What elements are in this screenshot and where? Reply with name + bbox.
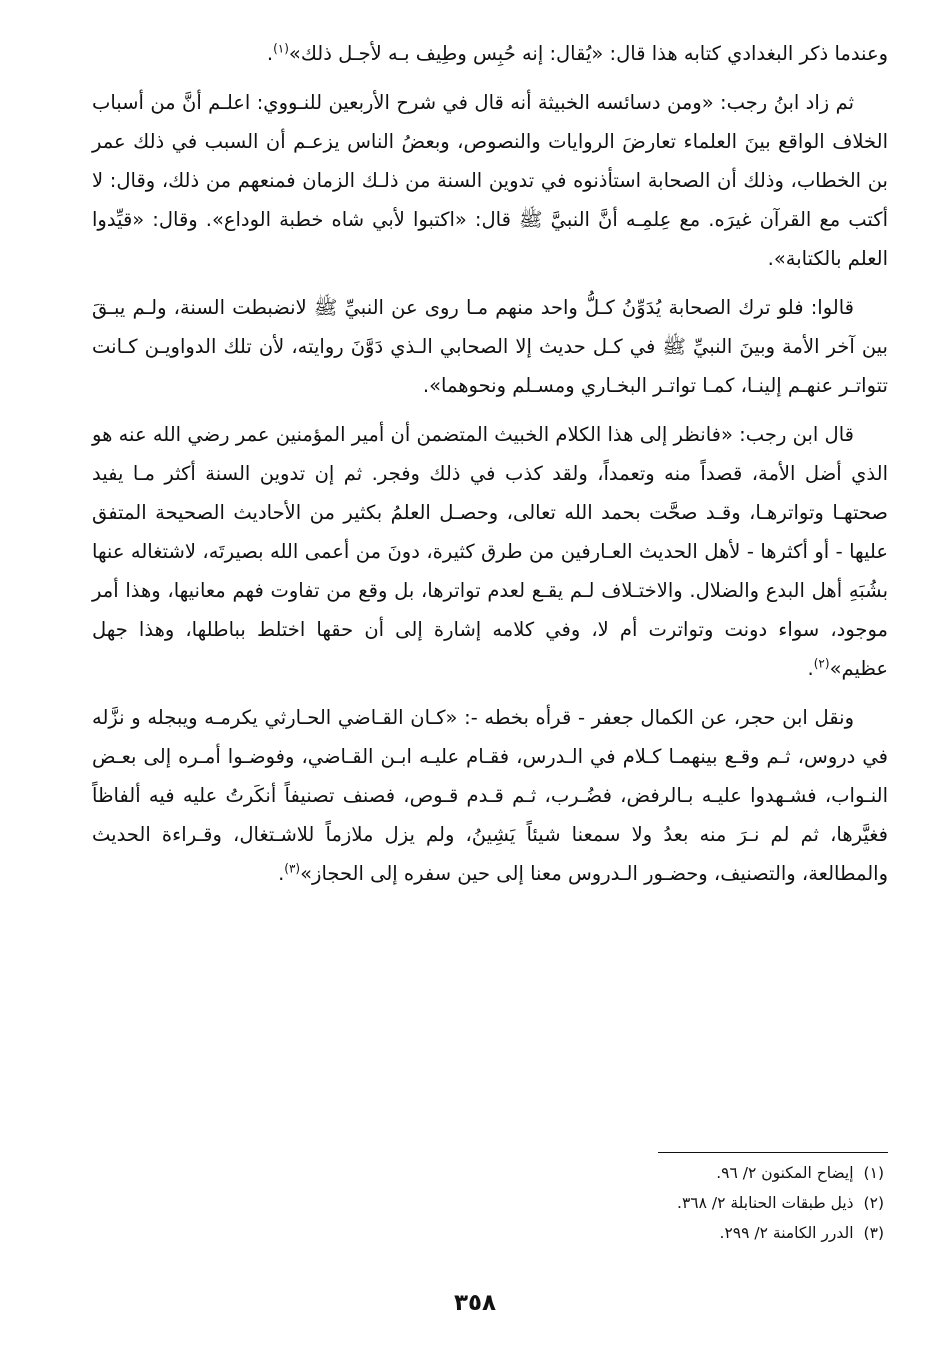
- paragraph-text: ثم زاد ابنُ رجب: «ومن دسائسه الخبيثة أنه قال في شرح الأربعين للنـووي: اعلـم أنَّ من أسباب الخلاف الواقع بينَ العلماء تعارضَ الروايات والنصوص، وبعضُ الناس يزعـم أن السبب في ذلك عمر بن الخطاب، وذلك أن الصحابة استأذنوه في تدوين السنة من ذلـك الزمان فمنعهم من ذلك، وقال: لا أكتب مع القرآن غيرَه. مع عِلمِـه أنَّ النبيَّ ﷺ قال: «اكتبوا لأبي شاه خطبة الوداع». وقال: «قيِّدوا العلم بالكتابة».: [92, 91, 888, 270]
- paragraph: [92, 415, 888, 688]
- footnote-number: (٢): [863, 1194, 884, 1212]
- paragraph-text: قالوا: فلو ترك الصحابة يُدَوِّنُ كـلُّ واحد منهم مـا روى عن النبيِّ ﷺ لانضبطت السنة، ولـم يبـقَ بين آخر الأمة وبينَ النبيِّ ﷺ في كـل حديث إلا الصحابي الـذي دَوَّنَ روايته، لأن تلك الدواويـن كـانت تتواتـر عنهـم إلينـا، كمـا تواتـر البخـاري ومسـلم ونحوهما».: [92, 296, 888, 397]
- footnote-reference: (٢): [813, 656, 830, 671]
- footnote-number: (١): [863, 1164, 884, 1182]
- paragraph-tail: .: [266, 42, 274, 65]
- footnote-reference: (٣): [284, 861, 301, 876]
- paragraph: [92, 698, 888, 893]
- page-number: ٣٥٨: [453, 1290, 497, 1316]
- main-text: [92, 34, 888, 903]
- footnote-text: الدرر الكامنة ٢/ ٢٩٩.: [719, 1224, 854, 1242]
- paragraph-tail: .: [278, 862, 285, 885]
- paragraph: [92, 288, 888, 405]
- footnote: [92, 1218, 884, 1248]
- footnote-text: إيضاح المكنون ٢/ ٩٦.: [716, 1164, 854, 1182]
- paragraph-text: وعندما ذكر البغدادي كتابه هذا قال: «يُقال: إنه حُبِس وطِيف بـه لأجـل ذلك»: [288, 42, 888, 65]
- paragraph-tail: .: [807, 657, 814, 680]
- paragraph-text: ونقل ابن حجر، عن الكمال جعفر - قرأه بخطه -: «كـان القـاضي الحـارثي يكرمـه ويبجله و نزَّله في دروس، ثـم وقـع بينهمـا كـلام في الـدرس، فقـام عليـه ابـن القـاضي، وفوضـوا أمـره إلى بعـض النـواب، فشـهدوا عليـه بـالرفض، فضُـرب، ثـم قـدم قـوص، فصنف تصنيفاً أنكَرتُ عليه فيه ألفاظاً فغيَّرها، ثم لم نـرَ منه بعدُ ولا سمعنا شيئاً يَشِينُ، ولم يزل ملازماً للاشـتغال، وقـراءة الحديث والمطالعة، والتصنيف، وحضـور الـدروس معنا إلى حين سفره إلى الحجاز»: [92, 706, 888, 885]
- footnote: [92, 1188, 884, 1218]
- footnote: [92, 1158, 884, 1188]
- footnotes: [92, 1158, 884, 1248]
- paragraph-text: قال ابن رجب: «فانظر إلى هذا الكلام الخبيث المتضمن أن أمير المؤمنين عمر رضي الله عنه هو الذي أضل الأمة، قصداً منه وتعمداً، ولقد كذب في ذلك وفجر. ثم إن تدوين السنة أكثر مـا يفيد صحتهـا وتواترهـا، وقـد صحَّت بحمد الله تعالى، وحصـل العلمُ بكثير من الأحاديث الصحيحة المتفق عليها - أو أكثرها - لأهل الحديث العـارفين من طرق كثيرة، دونَ من أعمى الله بصيرتَه، لاشتغاله عنها بشُبَهِ أهل البدع والضلال. والاختـلاف لـم يقـع لعدم تواترها، بل وقع من تفاوت فهم معانيها، وهذا أمر موجود، سواء دونت وتواترت أم لا، وفي كلامه إشارة إلى أن حقها اختلط بباطلها، وهذا جهل عظيم»: [92, 423, 888, 680]
- footnote-number: (٣): [863, 1224, 884, 1242]
- footnote-reference: (١): [273, 41, 289, 56]
- footnote-separator: [658, 1152, 888, 1153]
- footnote-text: ذيل طبقات الحنابلة ٢/ ٣٦٨.: [677, 1194, 854, 1212]
- paragraph: [92, 83, 888, 278]
- paragraph: [92, 34, 888, 73]
